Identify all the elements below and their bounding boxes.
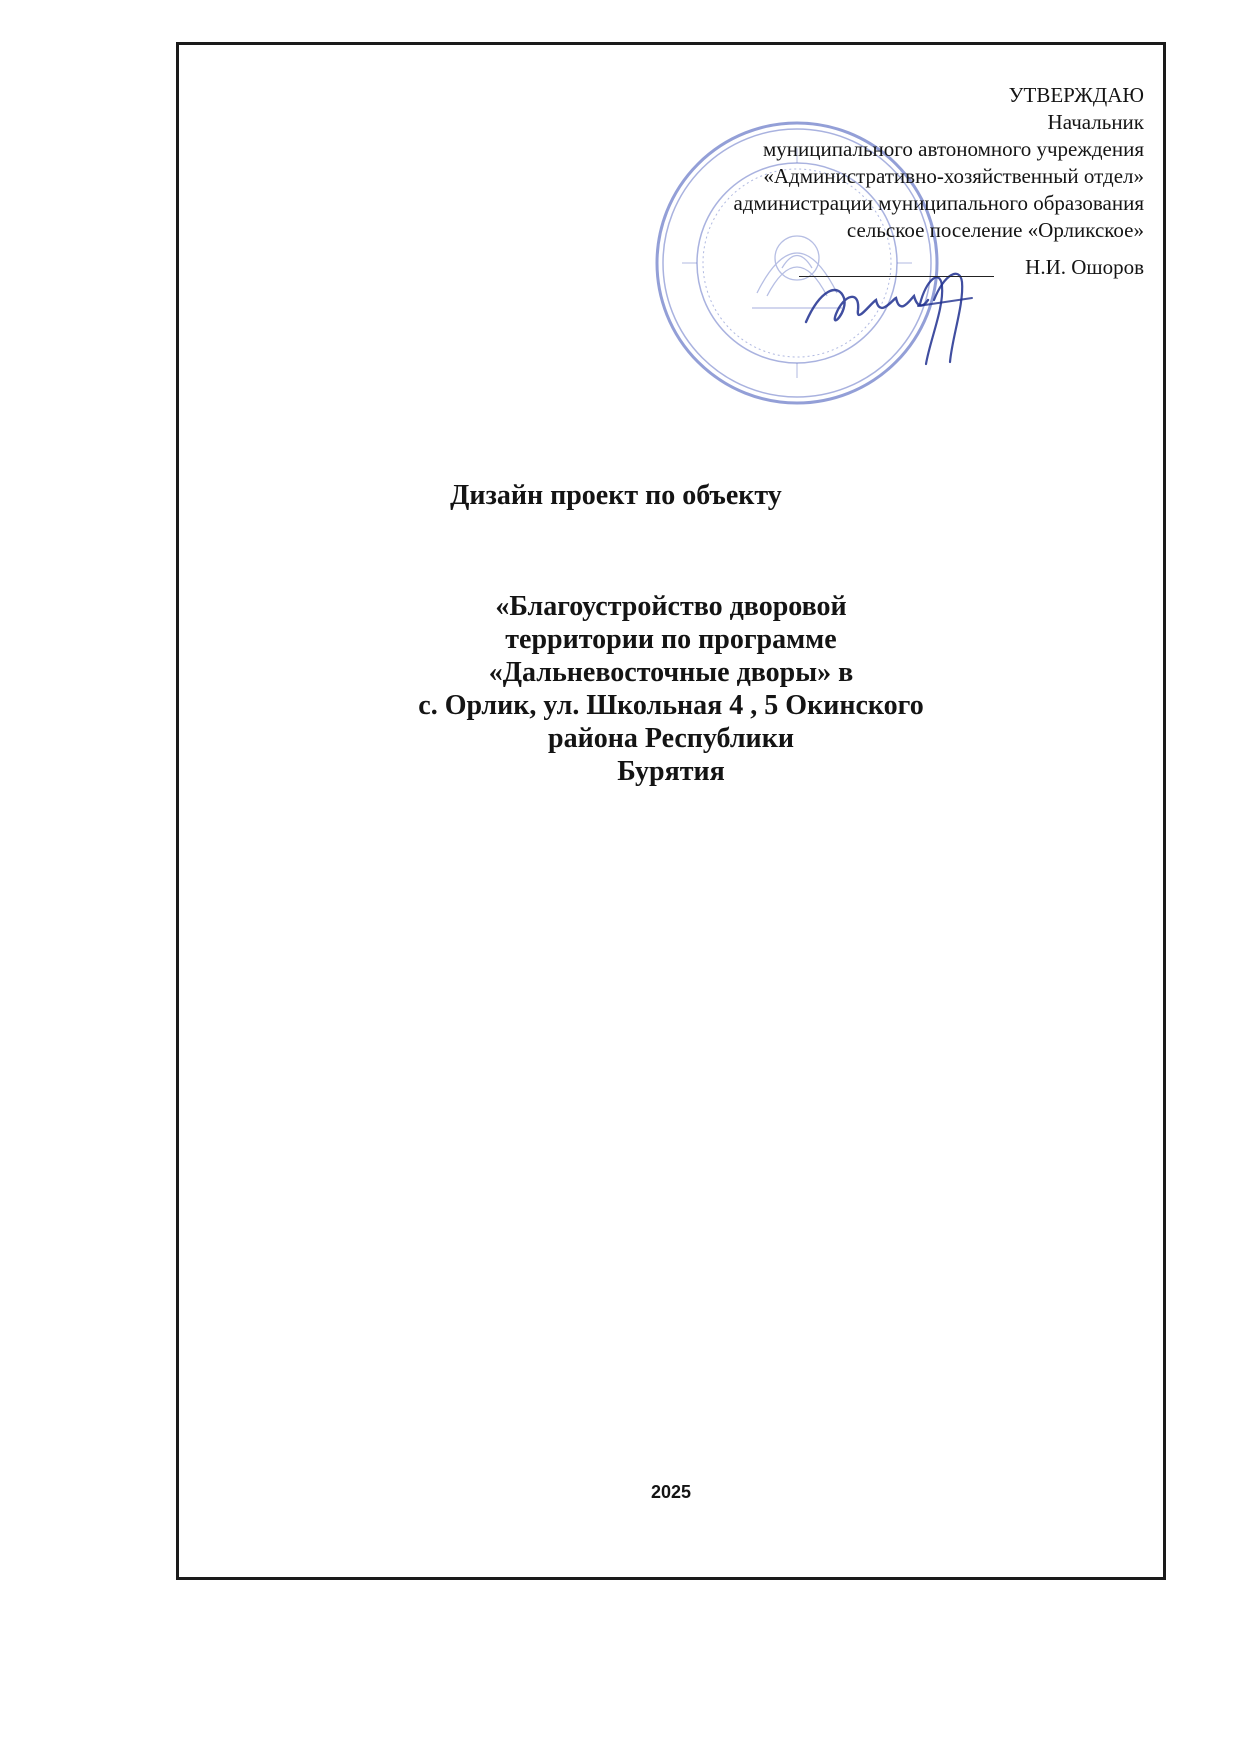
approval-block: [524, 82, 1144, 288]
title-line: «Благоустройство дворовой: [495, 591, 847, 622]
title-line: «Дальневосточные дворы» в: [488, 657, 854, 688]
title-line: Бурятия: [617, 756, 725, 787]
signature-row: [524, 252, 1144, 288]
document-year: 2025: [650, 1482, 692, 1502]
title-line: территории по программе: [505, 624, 837, 655]
approval-org-line-3: администрации муниципального образования: [733, 191, 1144, 215]
approval-org-line-1: муниципального автономного учреждения: [763, 137, 1144, 161]
approval-org-line-4: сельское поселение «Орликское»: [846, 218, 1144, 242]
document-title: [176, 590, 1166, 788]
approval-position: Начальник: [1047, 110, 1144, 134]
approval-heading: УТВЕРЖДАЮ: [1008, 83, 1144, 107]
title-line: района Республики: [548, 723, 794, 754]
approval-org-line-2: «Административно-хозяйственный отдел»: [763, 164, 1144, 188]
signer-name: Н.И. Ошоров: [1025, 255, 1144, 279]
signature-line: [799, 276, 994, 277]
document-type: Дизайн проект по объекту: [450, 480, 782, 511]
title-line: с. Орлик, ул. Школьная 4 , 5 Окинского: [418, 690, 924, 721]
